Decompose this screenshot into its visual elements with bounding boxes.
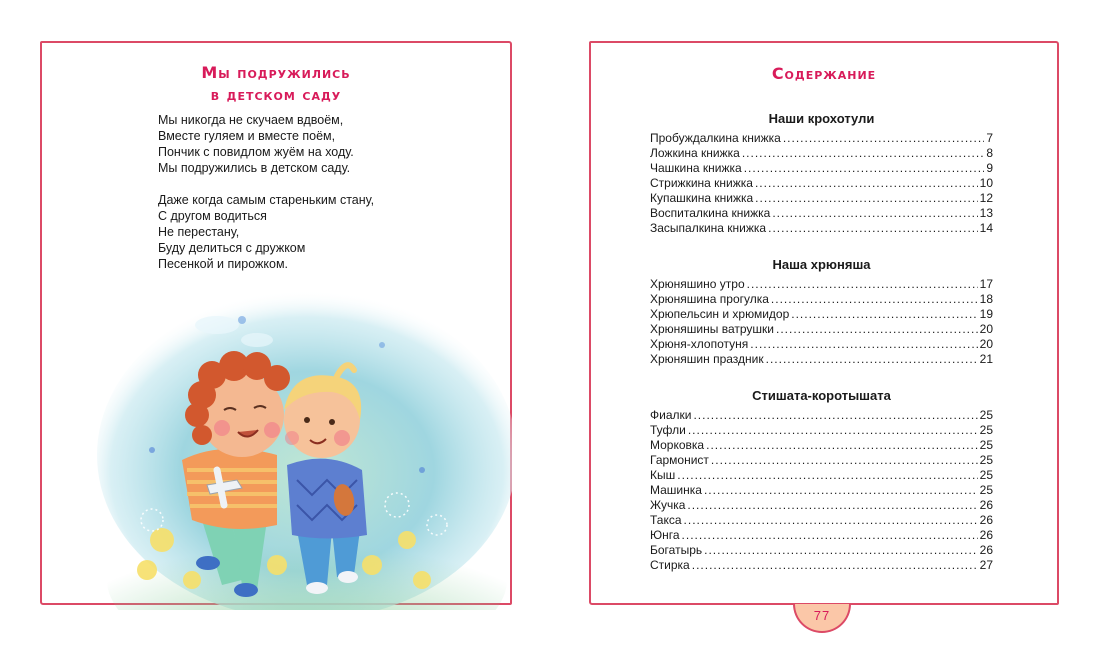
toc-entry[interactable]: [650, 146, 993, 161]
poem-line: Мы подружились в детском саду.: [158, 161, 351, 175]
toc-entry-page: 17: [979, 277, 993, 291]
toc-entry-title: Воспиталкина книжка: [650, 206, 771, 220]
toc-entry-page: 21: [979, 352, 993, 366]
toc-entry-page: 26: [979, 543, 993, 557]
dot-leader: [776, 322, 978, 337]
dot-leader: [706, 438, 978, 453]
toc-entry[interactable]: [650, 206, 993, 221]
toc-entry-title: Жучка: [650, 498, 686, 512]
toc-entry-page: 10: [979, 176, 993, 190]
toc-entry-page: 25: [979, 453, 993, 467]
toc-entry-page: 18: [979, 292, 993, 306]
dot-leader: [704, 483, 978, 498]
poem-line: Даже когда самым стареньким стану,: [158, 193, 375, 207]
dot-leader: [783, 131, 985, 146]
toc-entry[interactable]: [650, 468, 993, 483]
dot-leader: [766, 352, 978, 367]
dot-leader: [677, 468, 977, 483]
dot-leader: [791, 307, 977, 322]
toc-entry-page: 12: [979, 191, 993, 205]
poem-line: Вместе гуляем и вместе поём,: [158, 129, 336, 143]
toc-section: [650, 387, 993, 573]
toc-entry-title: Ложкина книжка: [650, 146, 740, 160]
dot-leader: [772, 206, 977, 221]
poem-line: Пончик с повидлом жуём на ходу.: [158, 145, 354, 159]
toc-entry-title: Хрюняшин праздник: [650, 352, 764, 366]
toc-entry-title: Машинка: [650, 483, 702, 497]
toc-entry-title: Такса: [650, 513, 682, 527]
table-of-contents: [650, 110, 993, 593]
toc-entry-page: 20: [979, 337, 993, 351]
toc-entry[interactable]: [650, 191, 993, 206]
poem-line: С другом водиться: [158, 209, 267, 223]
toc-entry-title: Хрюня-хлопотуня: [650, 337, 749, 351]
toc-entry-page: 20: [979, 322, 993, 336]
toc-entry-page: 26: [979, 513, 993, 527]
toc-entry-title: Чашкина книжка: [650, 161, 742, 175]
toc-entry[interactable]: [650, 292, 993, 307]
poem-title-line: в детском саду: [210, 85, 342, 104]
toc-entry[interactable]: [650, 408, 993, 423]
poem-stanza: [158, 112, 374, 176]
toc-entry-page: 7: [986, 131, 993, 145]
toc-section-heading: Стишата-коротышата: [752, 388, 891, 403]
poem-stanza: [158, 192, 374, 272]
toc-entry[interactable]: [650, 558, 993, 573]
dot-leader: [692, 558, 978, 573]
toc-entry[interactable]: [650, 337, 993, 352]
dot-leader: [682, 528, 978, 543]
toc-entry[interactable]: [650, 307, 993, 322]
toc-entry-page: 25: [979, 438, 993, 452]
toc-entry-page: 9: [986, 161, 993, 175]
toc-section-heading: Наши крохотули: [768, 111, 875, 126]
toc-section: [650, 256, 993, 367]
toc-entry[interactable]: [650, 543, 993, 558]
dot-leader: [687, 498, 977, 513]
children-illustration-art: [92, 280, 512, 610]
poem-title: [40, 62, 512, 106]
toc-entry-title: Хрюпельсин и хрюмидор: [650, 307, 790, 321]
toc-entry[interactable]: [650, 176, 993, 191]
toc-section-heading: Наша хрюняша: [772, 257, 871, 272]
toc-entry-page: 27: [979, 558, 993, 572]
toc-entry-page: 26: [979, 498, 993, 512]
toc-entry-title: Купашкина книжка: [650, 191, 754, 205]
toc-entry[interactable]: [650, 528, 993, 543]
toc-entry-title: Хрюняшины ватрушки: [650, 322, 774, 336]
toc-entry[interactable]: [650, 277, 993, 292]
toc-entry-title: Кыш: [650, 468, 676, 482]
poem-line: Мы никогда не скучаем вдвоём,: [158, 113, 344, 127]
toc-entry[interactable]: [650, 131, 993, 146]
dot-leader: [771, 292, 978, 307]
toc-entry[interactable]: [650, 513, 993, 528]
poem-line: Буду делиться с дружком: [158, 241, 306, 255]
toc-entry-title: Хрюняшина прогулка: [650, 292, 769, 306]
toc-entry-page: 25: [979, 408, 993, 422]
dot-leader: [693, 408, 977, 423]
poem-body: [158, 112, 374, 288]
toc-entry[interactable]: [650, 438, 993, 453]
toc-entry-title: Юнга: [650, 528, 680, 542]
toc-entry-title: Морковка: [650, 438, 705, 452]
toc-entry-title: Хрюняшино утро: [650, 277, 745, 291]
poem-line: Песенкой и пирожком.: [158, 257, 289, 271]
toc-entry-page: 26: [979, 528, 993, 542]
toc-entry-page: 8: [986, 146, 993, 160]
dot-leader: [704, 543, 978, 558]
poem-line: Не перестану,: [158, 225, 240, 239]
toc-entry[interactable]: [650, 453, 993, 468]
toc-entry-page: 25: [979, 423, 993, 437]
toc-entry-page: 14: [979, 221, 993, 235]
toc-title: Содержание: [771, 64, 877, 83]
toc-entry[interactable]: [650, 221, 993, 236]
toc-entry-page: 19: [979, 307, 993, 321]
poem-title-line: Мы подружились: [201, 63, 351, 82]
toc-section: [650, 110, 993, 236]
toc-entry-page: 13: [979, 206, 993, 220]
page-number-tab: [793, 604, 851, 633]
page-number: 77: [813, 608, 831, 623]
toc-entry[interactable]: [650, 423, 993, 438]
toc-entry-page: 25: [979, 483, 993, 497]
toc-entry-title: Засыпалкина книжка: [650, 221, 767, 235]
toc-entry[interactable]: [650, 322, 993, 337]
toc-entry-title: Туфли: [650, 423, 686, 437]
dot-leader: [747, 277, 978, 292]
dot-leader: [684, 513, 978, 528]
toc-entry[interactable]: [650, 498, 993, 513]
toc-entry-title: Богатырь: [650, 543, 703, 557]
children-illustration: [92, 280, 512, 610]
dot-leader: [768, 221, 978, 236]
toc-entry[interactable]: [650, 483, 993, 498]
dot-leader: [688, 423, 978, 438]
toc-entry[interactable]: [650, 352, 993, 367]
dot-leader: [711, 453, 978, 468]
toc-entry-title: Стрижкина книжка: [650, 176, 753, 190]
dot-leader: [744, 161, 985, 176]
dot-leader: [742, 146, 984, 161]
dot-leader: [755, 191, 977, 206]
dot-leader: [755, 176, 978, 191]
dot-leader: [750, 337, 977, 352]
toc-entry-title: Стирка: [650, 558, 690, 572]
toc-entry-title: Пробуждалкина книжка: [650, 131, 781, 145]
toc-entry[interactable]: [650, 161, 993, 176]
toc-entry-title: Гармонист: [650, 453, 709, 467]
toc-entry-title: Фиалки: [650, 408, 692, 422]
toc-entry-page: 25: [979, 468, 993, 482]
